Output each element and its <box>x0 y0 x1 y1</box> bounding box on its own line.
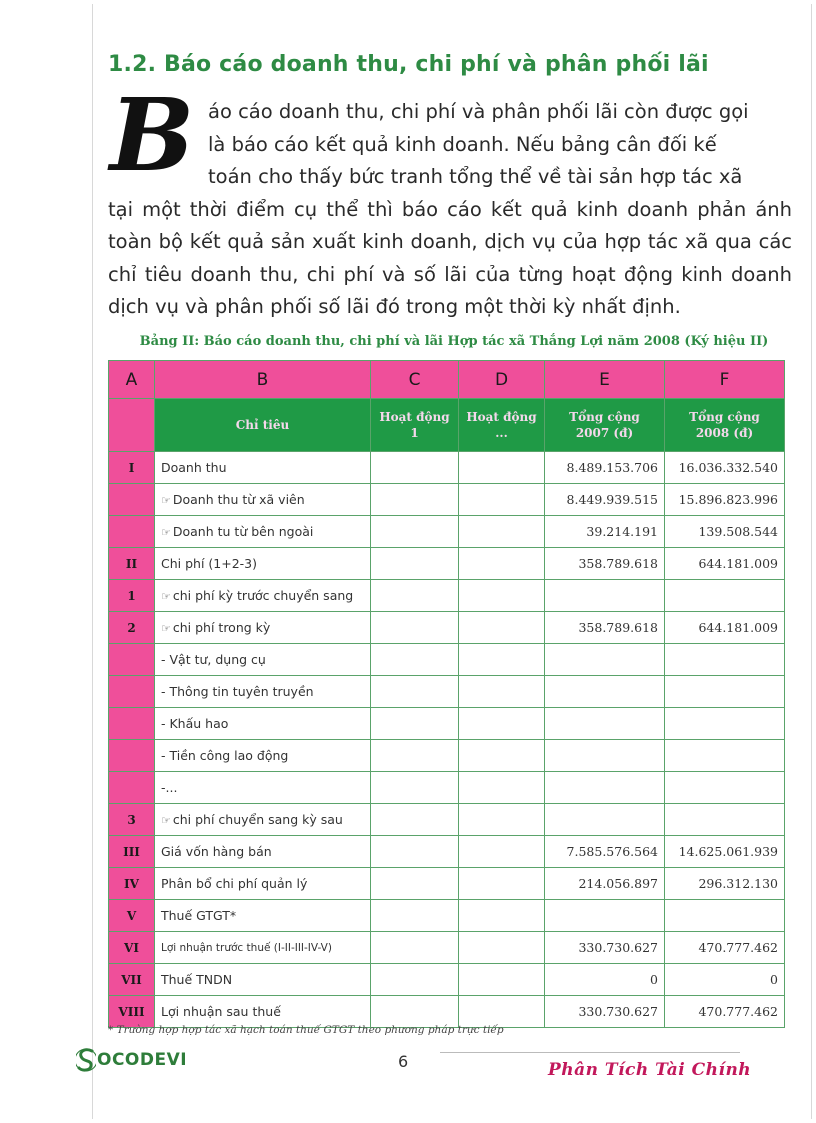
page-number: 6 <box>398 1052 409 1071</box>
row-code <box>109 740 155 772</box>
section-title: 1.2. Báo cáo doanh thu, chi phí và phân phối lãi <box>108 52 709 77</box>
row-code: VII <box>109 964 155 996</box>
logo-s-icon <box>76 1047 96 1073</box>
total-2008-cell <box>665 804 785 836</box>
total-2008-cell: 644.181.009 <box>665 612 785 644</box>
activity-1-cell <box>371 644 459 676</box>
code-header <box>109 399 155 452</box>
column-letter: F <box>665 361 785 399</box>
row-label <box>155 996 371 1028</box>
row-label-text: - Tiền công lao động <box>161 748 289 763</box>
row-code: I <box>109 452 155 484</box>
pointing-hand-icon: ☞ <box>161 814 171 827</box>
row-code <box>109 772 155 804</box>
row-label-text: chi phí chuyển sang kỳ sau <box>172 812 343 827</box>
table-caption: Bảng II: Báo cáo doanh thu, chi phí và lãi Hợp tác xã Thắng Lợi năm 2008 (Ký hiệu II) <box>139 334 769 349</box>
row-code: 3 <box>109 804 155 836</box>
activity-1-cell <box>371 548 459 580</box>
total-2008-cell <box>665 676 785 708</box>
total-2008-cell <box>665 644 785 676</box>
row-label-text: Giá vốn hàng bán <box>161 844 272 859</box>
column-header-row <box>109 399 785 452</box>
table-row <box>109 900 785 932</box>
indicator-header: Chỉ tiêu <box>155 399 371 452</box>
activity-n-cell <box>459 836 545 868</box>
total-2008-cell <box>665 772 785 804</box>
activity-1-cell <box>371 612 459 644</box>
row-label <box>155 708 371 740</box>
row-code <box>109 676 155 708</box>
column-letter: D <box>459 361 545 399</box>
row-label <box>155 804 371 836</box>
activity-1-cell <box>371 708 459 740</box>
activity-1-cell <box>371 996 459 1028</box>
row-code <box>109 644 155 676</box>
row-label-text: Chi phí (1+2-3) <box>161 556 257 571</box>
row-label <box>155 868 371 900</box>
table-row <box>109 612 785 644</box>
logo-text: OCODEVI <box>97 1050 188 1070</box>
row-label-text: Phân bổ chi phí quản lý <box>161 876 308 891</box>
total-2007-cell <box>545 900 665 932</box>
activity-n-cell <box>459 612 545 644</box>
row-label <box>155 452 371 484</box>
footnote: * Trường hợp hợp tác xã hạch toán thuế GTGT theo phương pháp trực tiếp <box>108 1024 504 1036</box>
total-2008-cell: 470.777.462 <box>665 932 785 964</box>
total-2007-cell: 8.449.939.515 <box>545 484 665 516</box>
table-row <box>109 644 785 676</box>
column-letter: C <box>371 361 459 399</box>
table-row <box>109 516 785 548</box>
row-label-text: Lợi nhuận trước thuế (I-II-III-IV-V) <box>161 941 332 954</box>
activity-n-cell <box>459 644 545 676</box>
row-label <box>155 548 371 580</box>
pointing-hand-icon: ☞ <box>161 622 171 635</box>
column-letter: E <box>545 361 665 399</box>
svg-text:B: B <box>109 88 195 184</box>
total-2007-cell: 358.789.618 <box>545 548 665 580</box>
row-label-text: Doanh tu từ bên ngoài <box>172 524 314 539</box>
table-body <box>109 452 785 1028</box>
row-code <box>109 708 155 740</box>
activity-1-cell <box>371 772 459 804</box>
activity-n-cell <box>459 868 545 900</box>
activity-1-cell <box>371 836 459 868</box>
row-label-text: Doanh thu từ xã viên <box>172 492 305 507</box>
total-2008-header: Tổng cộng 2008 (đ) <box>665 399 785 452</box>
row-code: VI <box>109 932 155 964</box>
intro-line-3: toán cho thấy bức tranh tổng thể về tài sản hợp tác xã <box>208 165 743 188</box>
table-row <box>109 868 785 900</box>
column-letter: A <box>109 361 155 399</box>
book-title: Phân Tích Tài Chính <box>548 1060 752 1080</box>
table-row <box>109 964 785 996</box>
total-2007-cell: 0 <box>545 964 665 996</box>
column-letter-row <box>109 361 785 399</box>
activity-1-cell <box>371 804 459 836</box>
activity-1-header: Hoạt động 1 <box>371 399 459 452</box>
activity-n-cell <box>459 900 545 932</box>
row-label-text: - Thông tin tuyên truyền <box>161 684 314 699</box>
row-label-text: - Khấu hao <box>161 716 229 731</box>
row-code: V <box>109 900 155 932</box>
row-code: 2 <box>109 612 155 644</box>
row-label-text: -... <box>161 780 178 795</box>
column-letter: B <box>155 361 371 399</box>
total-2008-cell: 14.625.061.939 <box>665 836 785 868</box>
total-2008-cell: 16.036.332.540 <box>665 452 785 484</box>
total-2007-cell <box>545 772 665 804</box>
activity-n-cell <box>459 452 545 484</box>
total-2007-header: Tổng cộng 2007 (đ) <box>545 399 665 452</box>
table-row <box>109 740 785 772</box>
total-2007-cell: 7.585.576.564 <box>545 836 665 868</box>
row-label-text: Doanh thu <box>161 460 227 475</box>
total-2008-cell: 15.896.823.996 <box>665 484 785 516</box>
activity-n-header: Hoạt động ... <box>459 399 545 452</box>
footer-divider <box>440 1052 740 1053</box>
row-label <box>155 612 371 644</box>
row-label <box>155 772 371 804</box>
table-row <box>109 452 785 484</box>
activity-n-cell <box>459 548 545 580</box>
total-2007-cell <box>545 644 665 676</box>
activity-n-cell <box>459 772 545 804</box>
activity-n-cell <box>459 932 545 964</box>
row-label <box>155 964 371 996</box>
row-label-text: chi phí trong kỳ <box>172 620 271 635</box>
table-row <box>109 804 785 836</box>
activity-1-cell <box>371 676 459 708</box>
row-code: VIII <box>109 996 155 1028</box>
row-code: IV <box>109 868 155 900</box>
row-label <box>155 932 371 964</box>
row-code: III <box>109 836 155 868</box>
total-2008-cell: 296.312.130 <box>665 868 785 900</box>
table-row <box>109 996 785 1028</box>
total-2008-cell: 0 <box>665 964 785 996</box>
row-code: 1 <box>109 580 155 612</box>
total-2007-cell <box>545 580 665 612</box>
activity-n-cell <box>459 484 545 516</box>
total-2007-cell: 330.730.627 <box>545 932 665 964</box>
total-2008-cell <box>665 580 785 612</box>
row-label-text: chi phí kỳ trước chuyển sang <box>172 588 354 603</box>
row-code <box>109 516 155 548</box>
activity-1-cell <box>371 964 459 996</box>
row-label <box>155 580 371 612</box>
activity-1-cell <box>371 900 459 932</box>
activity-1-cell <box>371 580 459 612</box>
socodevi-logo <box>76 1046 187 1074</box>
activity-n-cell <box>459 516 545 548</box>
table-row <box>109 708 785 740</box>
activity-1-cell <box>371 484 459 516</box>
table-row <box>109 484 785 516</box>
pointing-hand-icon: ☞ <box>161 494 171 507</box>
total-2007-cell <box>545 804 665 836</box>
activity-1-cell <box>371 452 459 484</box>
total-2007-cell: 358.789.618 <box>545 612 665 644</box>
row-label <box>155 644 371 676</box>
intro-line-2: là báo cáo kết quả kinh doanh. Nếu bảng cân đối kế <box>208 132 717 156</box>
row-label-text: Thuế TNDN <box>161 972 233 987</box>
total-2007-cell <box>545 676 665 708</box>
row-label <box>155 516 371 548</box>
total-2007-cell: 214.056.897 <box>545 868 665 900</box>
activity-1-cell <box>371 868 459 900</box>
pointing-hand-icon: ☞ <box>161 590 171 603</box>
row-code <box>109 484 155 516</box>
row-label <box>155 740 371 772</box>
activity-n-cell <box>459 676 545 708</box>
total-2007-cell: 39.214.191 <box>545 516 665 548</box>
total-2008-cell <box>665 740 785 772</box>
table-row <box>109 676 785 708</box>
table-row <box>109 548 785 580</box>
pointing-hand-icon: ☞ <box>161 526 171 539</box>
row-label <box>155 676 371 708</box>
row-label-text: Thuế GTGT* <box>161 908 237 923</box>
activity-1-cell <box>371 932 459 964</box>
activity-n-cell <box>459 708 545 740</box>
total-2008-cell: 470.777.462 <box>665 996 785 1028</box>
total-2008-cell: 644.181.009 <box>665 548 785 580</box>
total-2007-cell <box>545 708 665 740</box>
row-label-text: - Vật tư, dụng cụ <box>161 652 266 667</box>
activity-n-cell <box>459 740 545 772</box>
table-row <box>109 836 785 868</box>
activity-n-cell <box>459 964 545 996</box>
intro-paragraph <box>108 96 792 324</box>
revenue-cost-table <box>108 360 785 1028</box>
total-2008-cell <box>665 708 785 740</box>
activity-n-cell <box>459 580 545 612</box>
row-code: II <box>109 548 155 580</box>
total-2008-cell <box>665 900 785 932</box>
row-label <box>155 900 371 932</box>
intro-line-1: áo cáo doanh thu, chi phí và phân phối lãi còn được gọi <box>208 100 749 123</box>
table-row <box>109 932 785 964</box>
total-2007-cell: 330.730.627 <box>545 996 665 1028</box>
row-label-text: Lợi nhuận sau thuế <box>161 1004 281 1019</box>
total-2007-cell: 8.489.153.706 <box>545 452 665 484</box>
row-label <box>155 484 371 516</box>
total-2007-cell <box>545 740 665 772</box>
table-row <box>109 580 785 612</box>
row-label <box>155 836 371 868</box>
intro-rest: tại một thời điểm cụ thể thì báo cáo kết quả kinh doanh phản ánh toàn bộ kết quả sản xuất kinh doanh, dịch vụ của hợp tác xã qua các chỉ tiêu doanh thu, chi phí và số lãi của từng hoạt động kinh doanh dịch vụ và phân phối số lãi đó trong một thời kỳ nhất định. <box>108 197 792 318</box>
activity-1-cell <box>371 740 459 772</box>
activity-n-cell <box>459 804 545 836</box>
activity-n-cell <box>459 996 545 1028</box>
activity-1-cell <box>371 516 459 548</box>
total-2008-cell: 139.508.544 <box>665 516 785 548</box>
table-row <box>109 772 785 804</box>
